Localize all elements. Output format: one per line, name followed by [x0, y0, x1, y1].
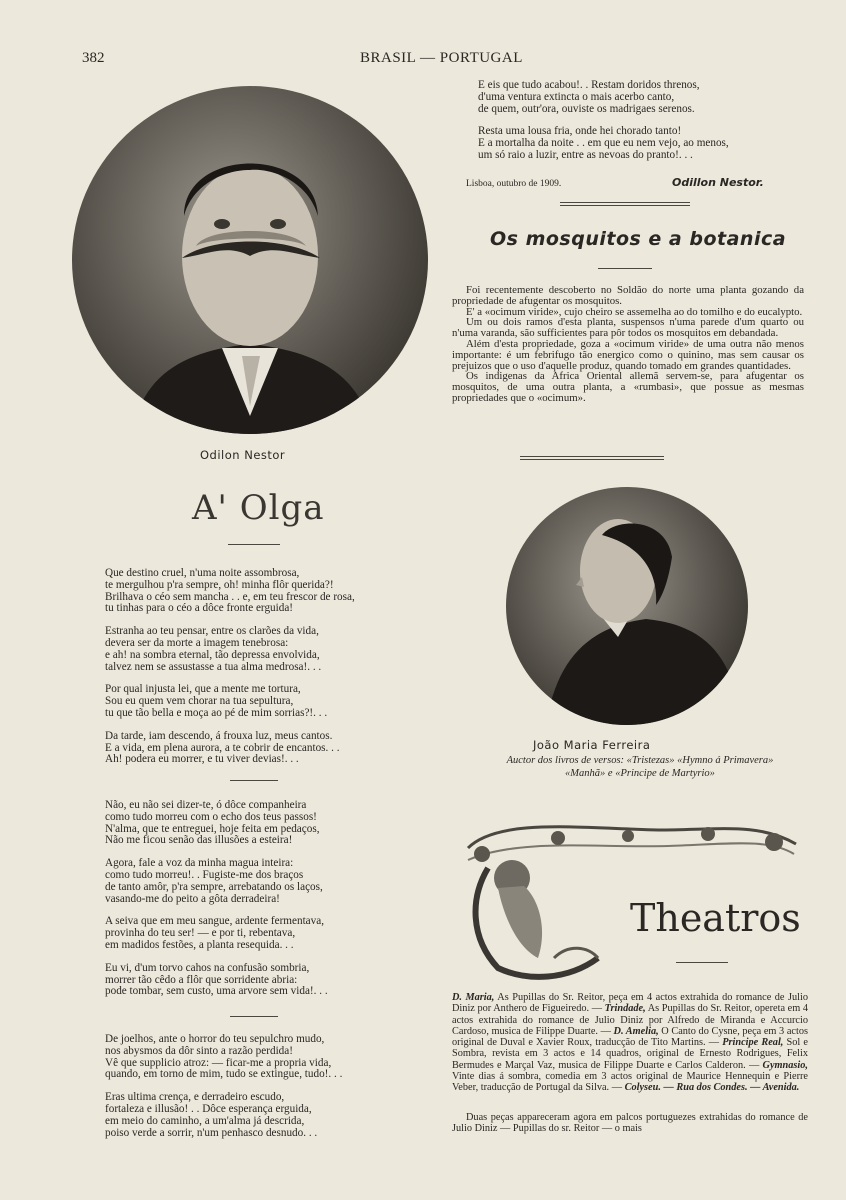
- section-title-theatros: Theatros: [630, 896, 801, 940]
- poem-stanza: Da tarde, iam descendo, á frouxa luz, meus cantos. E a vida, em plena aurora, a te cobrir de encantos. . . Ah! podera eu morrer, e tu viver devias!. . .: [105, 729, 340, 766]
- divider: [598, 268, 652, 269]
- poem-stanza: A seiva que em meu sangue, ardente fermentava, provinha do teu ser! — e por ti, rebentava, em madidos festões, a planta resequida. . .: [105, 915, 324, 951]
- poem-ending-2: Resta uma lousa fria, onde hei chorado tanto! E a mortalha da noite . . em que eu nem vejo, ao menos, um só raio a luzir, entre as nevoas do pranto!. . .: [478, 125, 729, 161]
- poem-stanza: Eu vi, d'um torvo cahos na confusão sombria, morrer tão cêdo a flôr que sorridente abria: pode tombar, sem custo, uma arvore sem vida!. . .: [105, 961, 328, 998]
- article-paragraph: Um ou dois ramos d'esta planta, suspensos n'uma parede d'um quarto ou n'uma varanda, são sufficientes para pôr todos os mosquitos em debandada.: [452, 316, 804, 340]
- article-paragraph: Foi recentemente descoberto no Soldão do norte uma planta gozando da propriedade de afugentar os mosquitos.: [452, 284, 804, 307]
- poem-stanza: Por qual injusta lei, que a mente me tortura, Sou eu quem vem chorar na tua sepultura, tu que tão bella e moça ao pé de mim sorrias?!. . .: [105, 683, 328, 719]
- poem-stanza: Eras ultima crença, e derradeiro escudo, fortaleza e illusão! . . Dôce esperança erguida, em meio do caminho, a um'alma já descrida, poiso verde a sorrir, n'um penhasco desnudo. . .: [105, 1091, 318, 1139]
- theatre-desc: As Pupillas do Sr. Reitor, peça em 4 actos extrahida do romance de Julio Diniz por Anthero de Figueiredo. —: [452, 992, 808, 1015]
- theatre-desc: Sol e Sombra, revista em 3 actos e 14 quadros, original de Ernesto Rodrigues, Felix Bermudes e Marçal Vaz, musica de Filippe Duarte e Carlos Calderon. —: [452, 1037, 808, 1071]
- theatre-desc: O Canto do Cysne, peça em 3 actos original de Duval e Xavier Roux, traducção de Tito Martins. —: [452, 1025, 808, 1049]
- poem-stanza: Que destino cruel, n'uma noite assombrosa, te mergulhou p'ra sempre, oh! minha flôr querida?! Brilhava o céo sem mancha . . e, em teu frescor de rosa, tu tinhas para o céo a dôce fronte erguida!: [105, 567, 355, 615]
- signature: Odillon Nestor.: [672, 176, 764, 189]
- portrait-illustration: [506, 487, 748, 725]
- article-body: [452, 285, 804, 404]
- theatros-ornament: [458, 808, 800, 982]
- portrait2-subcaption: [460, 754, 820, 780]
- divider: [230, 1016, 278, 1017]
- ornament-illustration: [458, 808, 800, 982]
- article-paragraph: E' a «ocimum viride», cujo cheiro se assemelha ao do tomilho e do eucalypto.: [466, 305, 803, 318]
- theatre-closing: Duas peças appareceram agora em palcos portuguezes extrahidas do romance de Julio Diniz — Pupillas do sr. Reitor — o mais: [452, 1112, 808, 1135]
- subcaption-line: Auctor dos livros de versos: «Tristezas» «Hymno á Primavera»: [506, 755, 774, 766]
- portrait2-caption: João Maria Ferreira: [533, 738, 651, 752]
- portrait-joao-maria-ferreira: [506, 487, 748, 725]
- poem-part-1: [105, 568, 415, 777]
- divider: [230, 780, 278, 781]
- theatre-desc: Vinte dias á sombra, comedia em 3 actos original de Maurice Hennequin e Pierre Veber, traducção de Portugal da Silva. —: [452, 1071, 808, 1094]
- poem-stanza: Estranha ao teu pensar, entre os clarões da vida, devera ser da morte a imagem tenebrosa: e ah! na sombra eternal, tão depressa envolvida, talvez nem se assustasse a tua alma medrosa!. . .: [105, 625, 322, 673]
- poem-stanza: Não, eu não sei dizer-te, ó dôce companheira como tudo morreu com o echo dos teus passos! N'alma, que te entreguei, hoje feita em pedaços, Não me ficou senão das illusões a esteira!: [105, 799, 320, 847]
- theatre-name: D. Maria,: [452, 992, 495, 1003]
- theatre-name: Gymnasio,: [762, 1059, 808, 1071]
- poem-stanza: Agora, fale a voz da minha magua inteira: como tudo morreu!. . Fugiste-me dos braços de tanto amôr, p'ra sempre, arrebatando os laços, vasando-me do peito a gôta derradeira!: [105, 857, 323, 905]
- theatre-name: Principe Real,: [722, 1037, 784, 1049]
- theatre-name: Colyseu. — Rua dos Condes. — Avenida.: [624, 1082, 800, 1094]
- article-paragraph: Os indigenas da Africa Oriental allemã servem-se, para afugentar os mosquitos, de uma outra planta, a «rumbasi», que possue as mesmas propriedades que o «ocimum».: [452, 370, 804, 404]
- poem-part-3: [105, 1034, 425, 1150]
- theatre-listing: [452, 992, 808, 1094]
- poem-ending-1: E eis que tudo acabou!. . Restam doridos threnos, d'uma ventura extincta o mais acerbo canto, de quem, outr'ora, ouviste os madrigaes serenos.: [478, 79, 700, 115]
- portrait-caption: Odilon Nestor: [200, 448, 286, 462]
- double-rule: [520, 456, 664, 460]
- divider: [676, 962, 728, 963]
- divider: [228, 544, 280, 545]
- article-title: Os mosquitos e a botanica: [490, 228, 787, 250]
- portrait-odilon-nestor: [72, 86, 428, 434]
- double-rule: [560, 202, 690, 206]
- poem-part-2: [105, 800, 415, 1009]
- theatre-name: D. Amelia,: [613, 1025, 659, 1037]
- poem-stanza: De joelhos, ante o horror do teu sepulchro mudo, nos abysmos da dôr sinto a razão perdida! Vê que supplicio atroz: — ficar-me a propria vida, quando, em torno de mim, tudo se extingue, tudo!. . .: [105, 1033, 343, 1081]
- page-header-title: BRASIL — PORTUGAL: [360, 50, 523, 66]
- page-number: 382: [82, 50, 105, 66]
- theatre-name: Trindade,: [604, 1003, 646, 1015]
- portrait-illustration: [72, 86, 428, 434]
- subcaption-line: «Manhã» e «Principe de Martyrio»: [565, 768, 715, 779]
- place-date: Lisboa, outubro de 1909.: [466, 179, 562, 189]
- poem-title: A' Olga: [192, 488, 325, 528]
- article-paragraph: Além d'esta propriedade, goza a «ocimum viride» de uma outra não menos importante: é um febrifugo tão energico como o quinino, mas sem causar os prejuizos que o uso d'aquelle produz, quando tomado em grandes quantidades.: [452, 337, 804, 372]
- theatre-desc: As Pupillas do Sr. Reitor, opereta em 4 actos extrahida do romance de Julio Diniz por Alfredo de Miranda e Accurcio Cardoso, musica de Filippe Duarte. —: [452, 1003, 808, 1037]
